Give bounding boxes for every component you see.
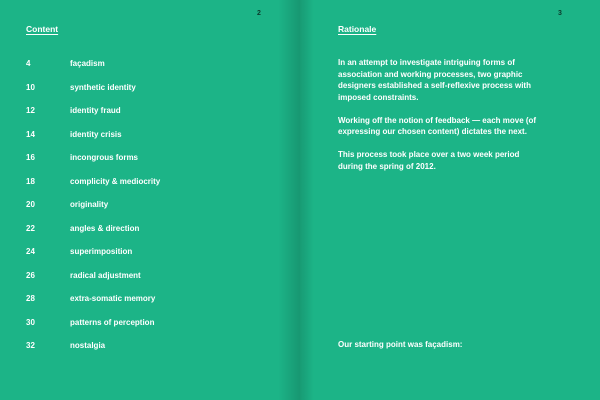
toc-title: originality <box>70 200 109 209</box>
toc-title: identity crisis <box>70 129 122 139</box>
toc-title: patterns of perception <box>70 317 155 327</box>
toc-title: nostalgia <box>70 341 106 350</box>
toc-entry <box>26 317 266 341</box>
right-page <box>300 0 600 400</box>
page-number: 3 <box>558 10 562 17</box>
rationale-paragraph: In an attempt to investigate intriguing forms of association and working processes, two graphic designers established a self-reflexive process with imposed constraints. <box>338 58 531 102</box>
toc-page-number: 16 <box>26 153 35 162</box>
toc-page-number: 22 <box>26 223 35 233</box>
toc-title: extra-somatic memory <box>70 294 156 303</box>
toc-title: synthetic identity <box>70 82 136 92</box>
toc-page-number: 10 <box>26 82 35 92</box>
page-number: 2 <box>257 10 261 17</box>
toc-page-number: 20 <box>26 200 35 209</box>
toc-entry <box>26 176 266 200</box>
toc-title: angles & direction <box>70 223 140 233</box>
rationale-heading: Rationale <box>338 24 377 34</box>
toc-entry <box>26 129 266 153</box>
toc-entry <box>26 293 266 317</box>
closing-line: Our starting point was façadism: <box>338 340 463 349</box>
rationale-paragraph: Working off the notion of feedback — each move (of expressing our chosen content) dictates the next. <box>338 115 537 136</box>
rationale-body <box>338 57 538 184</box>
toc-entry <box>26 270 266 294</box>
toc-title: superimposition <box>70 247 133 256</box>
toc-title: incongrous forms <box>70 153 139 162</box>
toc-page-number: 28 <box>26 294 35 303</box>
toc-page-number: 4 <box>26 59 31 68</box>
toc-entry <box>26 82 266 106</box>
toc-title: radical adjustment <box>70 270 141 280</box>
toc-title: façadism <box>70 59 105 68</box>
toc-entry <box>26 246 266 270</box>
toc-title: complicity & mediocrity <box>70 176 161 186</box>
toc-entry <box>26 152 266 176</box>
toc-page-number: 26 <box>26 270 35 280</box>
toc-entry <box>26 105 266 129</box>
rationale-paragraph: This process took place over a two week period during the spring of 2012. <box>338 150 520 171</box>
toc-entry <box>26 58 266 82</box>
table-of-contents <box>26 58 266 364</box>
toc-entry <box>26 340 266 364</box>
toc-page-number: 24 <box>26 247 35 256</box>
toc-page-number: 18 <box>26 176 35 186</box>
contents-heading: Content <box>26 24 59 34</box>
toc-page-number: 14 <box>26 129 35 139</box>
toc-title: identity fraud <box>70 106 121 115</box>
toc-page-number: 30 <box>26 317 35 327</box>
toc-entry <box>26 223 266 247</box>
toc-page-number: 32 <box>26 341 35 350</box>
toc-entry <box>26 199 266 223</box>
toc-page-number: 12 <box>26 106 35 115</box>
